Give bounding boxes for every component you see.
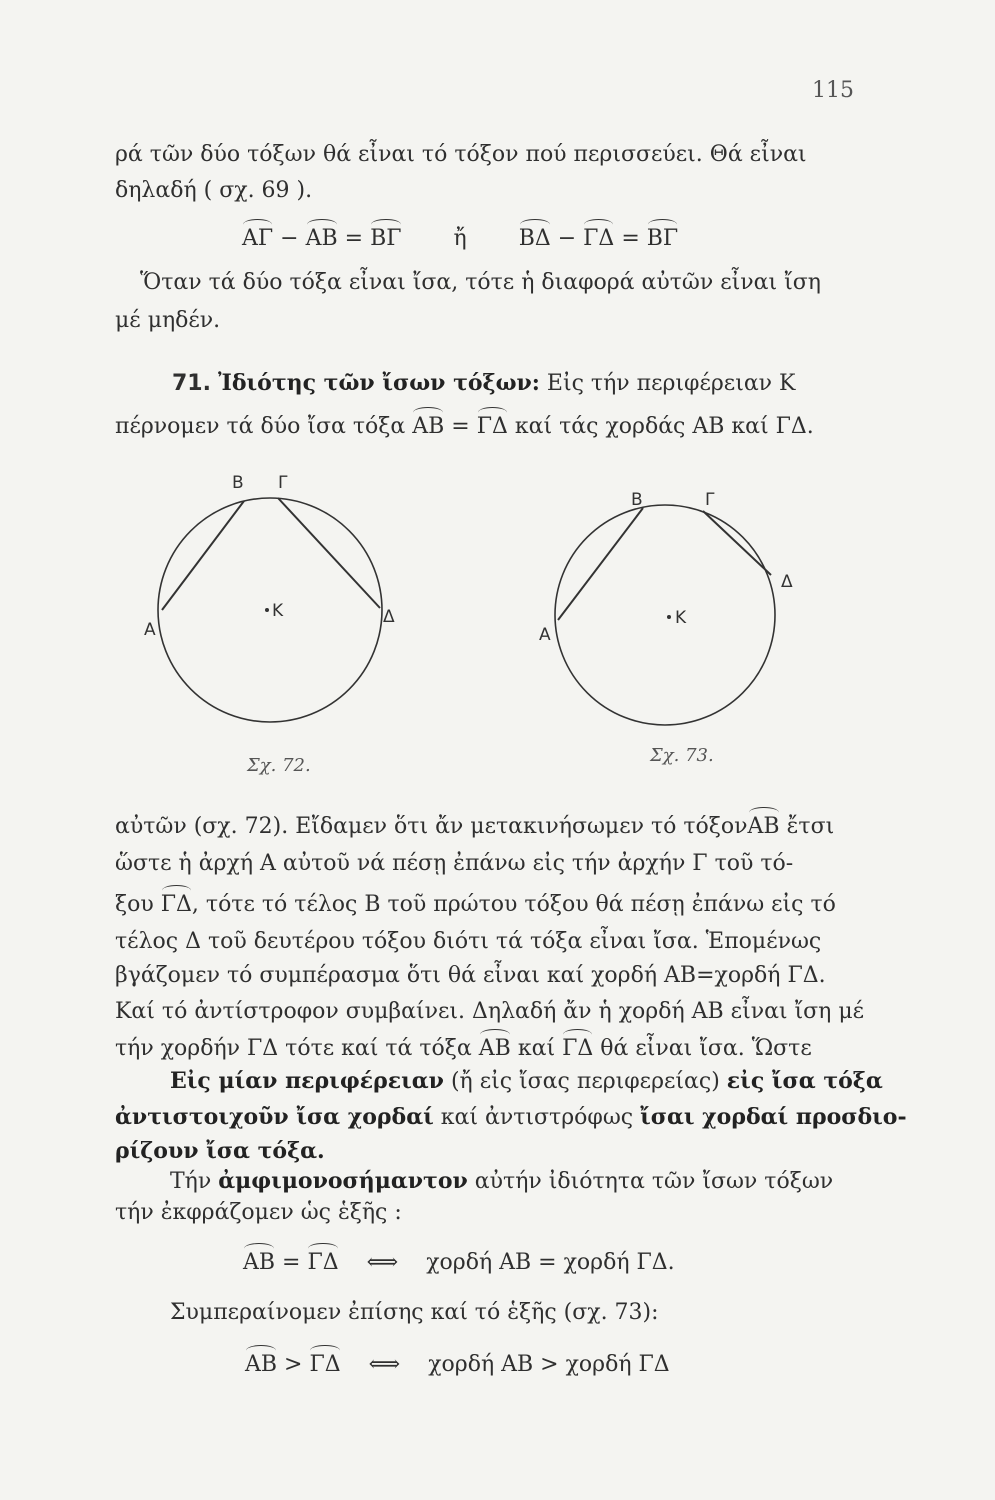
- body-line-7a: τήν χορδήν ΓΔ τότε καί τά τόξα: [115, 1036, 472, 1061]
- equal-arcs-line-1: Ὅταν τά δύο τόξα εἶναι ἴσα, τότε ἡ διαφορά αὐτῶν εἶναι ἴση: [140, 270, 821, 295]
- theorem-2c: ἴσαι χορδαί προσδιο-: [640, 1104, 907, 1130]
- theorem-2b: καί ἀντιστρόφως: [433, 1105, 641, 1130]
- arc-difference-equation: [242, 226, 678, 251]
- bicond-1c: αὐτήν ἰδιότητα τῶν ἴσων τόξων: [467, 1169, 834, 1194]
- equals-sign: =: [337, 226, 371, 251]
- caption-fig72: Σχ. 72.: [247, 755, 311, 776]
- label-b-fig72: Β: [232, 473, 244, 493]
- label-b-fig73: Β: [631, 490, 643, 510]
- body-line-1a: αὐτῶν (σχ. 72). Εἴδαμεν ὅτι ἄν μετακινήσωμεν τό τόξον: [115, 814, 748, 839]
- caption-fig73: Σχ. 73.: [650, 745, 714, 766]
- eq3-arc-ab: ΑΒ: [245, 1352, 278, 1377]
- or-word: ἤ: [453, 226, 467, 251]
- center-dot-fig72: [265, 608, 269, 612]
- arc-bg: ΒΓ: [370, 226, 402, 251]
- body-line-4: τέλος Δ τοῦ δευτέρου τόξου διότι τά τόξα εἶναι ἴσα. Ἑπομένως: [115, 929, 822, 954]
- page-number: 115: [812, 78, 854, 103]
- theorem-line-3: [115, 1138, 325, 1165]
- biconditional-line-2: τήν ἐκφράζομεν ὡς ἑξῆς :: [115, 1200, 402, 1225]
- intro-line-2: δηλαδή ( σχ. 69 ).: [115, 178, 313, 203]
- chord-gd-fig73: [703, 511, 771, 575]
- eq2-arc-gd: ΓΔ: [307, 1250, 339, 1275]
- body-line-1: [115, 814, 834, 840]
- figure-73: [535, 475, 815, 755]
- body-line-7b: θά εἶναι ἴσα. Ὥστε: [600, 1036, 812, 1061]
- theorem-2a: ἀντιστοιχοῦν ἴσα χορδαί: [115, 1104, 434, 1130]
- figure-72: [140, 460, 420, 750]
- body-arc-ab: ΑΒ: [747, 814, 780, 839]
- theorem-3: ρίζουν ἴσα τόξα.: [115, 1138, 325, 1164]
- label-d-fig73: Δ: [781, 572, 793, 592]
- body-line-3: [115, 892, 836, 918]
- body-line-3a: ξου: [115, 892, 154, 917]
- arc-ag: ΑΓ: [242, 226, 274, 251]
- chord-ab-fig73: [558, 508, 643, 620]
- theorem-1a: Εἰς μίαν περιφέρειαν: [170, 1068, 444, 1094]
- section-number: 71.: [172, 371, 211, 396]
- conclude-line: Συμπεραίνομεν ἐπίσης καί τό ἑξῆς (σχ. 73):: [170, 1300, 659, 1325]
- section-text-2b: καί τάς χορδάς ΑΒ καί ΓΔ.: [514, 414, 814, 439]
- intro-line-1: ρά τῶν δύο τόξων θά εἶναι τό τόξον πού περισσεύει. Θά εἶναι: [115, 142, 807, 167]
- label-k-fig73: Κ: [675, 608, 687, 628]
- body-line-3b: , τότε τό τέλος Β τοῦ πρώτου τόξου θά πέσῃ ἐπάνω εἰς τό: [191, 892, 836, 917]
- body-line-7: [115, 1036, 812, 1062]
- circle-fig72: [158, 498, 382, 722]
- body-arc-gd: ΓΔ: [160, 892, 192, 917]
- label-a-fig72: Α: [144, 620, 156, 640]
- arc-ab: ΑΒ: [305, 226, 338, 251]
- eq3-rhs: χορδή ΑΒ > χορδή ΓΔ: [428, 1352, 670, 1377]
- body-line-2: ὥστε ἡ ἀρχή Α αὐτοῦ νά πέσῃ ἐπάνω εἰς τήν ἀρχήν Γ τοῦ τό-: [115, 851, 794, 876]
- section-title: Ἰδιότης τῶν ἴσων τόξων:: [217, 370, 540, 396]
- label-g-fig72: Γ: [278, 473, 288, 493]
- section-arc-gd: ΓΔ: [476, 414, 508, 439]
- label-k-fig72: Κ: [272, 601, 284, 621]
- equal-arcs-line-2: μέ μηδέν.: [115, 308, 221, 333]
- body-line-6: Καί τό ἀντίστροφον συμβαίνει. Δηλαδή ἄν ἡ χορδή ΑΒ εἶναι ἴση μέ: [115, 999, 865, 1024]
- minus-sign-2: −: [550, 226, 584, 251]
- arc-bg-2: ΒΓ: [646, 226, 679, 251]
- section-heading: [172, 370, 795, 397]
- center-dot-fig73: [667, 615, 671, 619]
- minus-sign: −: [273, 226, 306, 251]
- circle-fig73: [555, 505, 775, 725]
- label-d-fig72: Δ: [383, 607, 395, 627]
- label-g-fig73: Γ: [705, 490, 715, 510]
- bicond-1b: ἀμφιμονοσήμαντον: [218, 1168, 468, 1194]
- theorem-line-2: [115, 1104, 907, 1131]
- body-line-5: βγάζομεν τό συμπέρασμα ὅτι θά εἶναι καί χορδή ΑΒ=χορδή ΓΔ.: [115, 963, 826, 988]
- biconditional-line-1: [170, 1168, 833, 1195]
- body-line-1b: ἔτσι: [786, 814, 835, 839]
- theorem-1c: εἰς ἴσα τόξα: [726, 1068, 883, 1094]
- body-arc-gd-2: ΓΔ: [562, 1036, 594, 1061]
- iff-arrow-2: ⟺: [368, 1352, 401, 1377]
- bicond-1a: Τήν: [170, 1169, 219, 1194]
- eq3-arc-gd: ΓΔ: [309, 1352, 341, 1377]
- chord-ab-fig72: [162, 501, 244, 610]
- eq3-gt: >: [277, 1352, 310, 1377]
- section-equals: =: [444, 414, 477, 439]
- section-text-1: Εἰς τήν περιφέρειαν Κ: [546, 371, 796, 396]
- eq2-arc-ab: ΑΒ: [243, 1250, 276, 1275]
- equal-arcs-equation: [243, 1250, 675, 1275]
- body-line-7-kai: καί: [517, 1036, 556, 1061]
- eq2-rhs: χορδή ΑΒ = χορδή ΓΔ.: [426, 1250, 675, 1275]
- section-text-2a: πέρνομεν τά δύο ἴσα τόξα: [115, 414, 406, 439]
- eq2-equals: =: [275, 1250, 308, 1275]
- section-arc-ab: ΑΒ: [412, 414, 445, 439]
- section-line-2: [115, 414, 814, 440]
- greater-arcs-equation: [245, 1352, 670, 1377]
- iff-arrow: ⟺: [366, 1250, 399, 1275]
- arc-gd: ΓΔ: [583, 226, 615, 251]
- arc-bd: ΒΔ: [518, 226, 551, 251]
- equals-sign-2: =: [614, 226, 647, 251]
- theorem-line-1: [170, 1068, 883, 1095]
- theorem-1b: (ἤ εἰς ἴσας περιφερείας): [443, 1069, 727, 1094]
- label-a-fig73: Α: [539, 625, 551, 645]
- body-arc-ab-2: ΑΒ: [478, 1036, 511, 1061]
